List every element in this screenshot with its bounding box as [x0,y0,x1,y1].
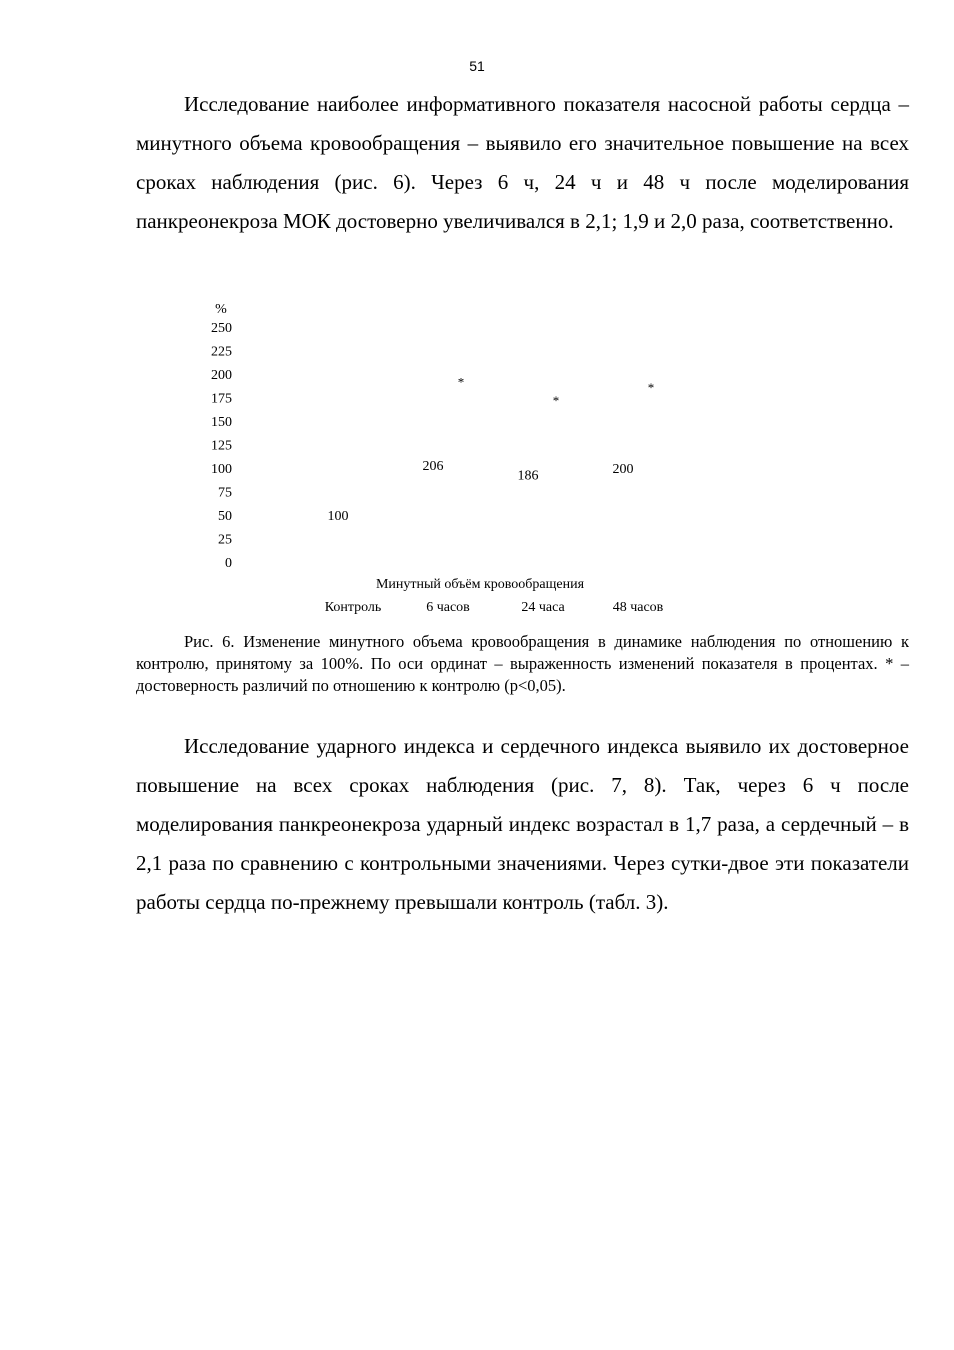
significance-marker: * [457,374,465,390]
significance-marker: * [647,380,655,395]
x-category-label: 48 часов [612,600,664,615]
body-paragraph-2: Исследование ударного индекса и сердечного индекса выявило их достоверное повышение на всех сроках наблюдения (рис. 7, 8). Так, через 6 ч после моделирования панкреонекроза ударный индекс возрастал в 1,7 раза, а сердечный – в 2,1 раза по сравнению с контрольными значениями. Через сутки-двое эти показатели работы сердца по-прежнему превышали контроль (табл. 3). [136,734,909,914]
data-label: 100 [327,509,349,524]
data-label: 200 [612,462,634,477]
y-tick-label: 225 [211,344,232,360]
body-paragraph-1: Исследование наиболее информативного показателя насосной работы сердца – минутного объема кровообращения – выявило его значительное повышение на всех сроках наблюдения (рис. 6). Через 6 ч, 24 ч и 48 ч после моделирования панкреонекроза МОК достоверно увеличивался в 2,1; 1,9 и 2,0 раза, соответственно. [136,92,909,233]
x-category-label: Контроль [324,600,382,615]
cardiac-output-chart [190,296,670,626]
y-axis-label: % [215,302,227,317]
y-tick-label: 25 [218,532,232,548]
y-tick-label: 150 [211,415,232,430]
x-axis-label: Минутный объём кровообращения [375,577,585,592]
x-axis-category-labels [325,600,664,615]
data-label: 206 [422,459,444,475]
y-axis-ticks [211,321,232,571]
page-number: 51 [469,58,485,74]
x-category-label: 24 часа [521,600,565,615]
data-labels [328,459,634,524]
y-tick-label: 50 [218,509,232,524]
significance-marker: * [552,393,560,409]
y-tick-label: 250 [211,321,232,336]
data-label: 186 [517,468,539,484]
x-category-label: 6 часов [426,600,470,615]
significance-markers [458,374,655,408]
y-tick-label: 75 [218,485,232,501]
y-tick-label: 100 [211,462,232,477]
y-tick-label: 175 [211,391,232,407]
figure-caption: Рис. 6. Изменение минутного объема кровообращения в динамике наблюдения по отношению к контролю, принятому за 100%. По оси ординат – выраженность изменений показателя в процентах. * – достоверность различий по отношению к контролю (р<0,05). [136,632,909,695]
y-tick-label: 200 [211,368,232,383]
y-tick-label: 0 [225,556,232,571]
y-tick-label: 125 [211,438,232,454]
